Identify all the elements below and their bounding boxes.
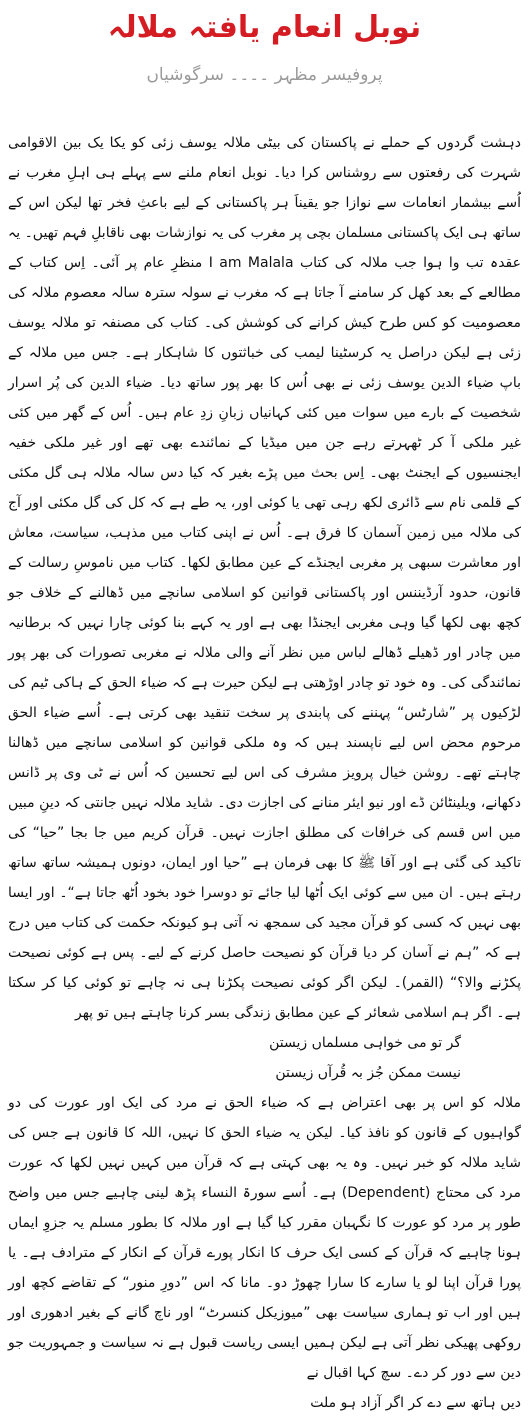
- couplet-line: گر تو می خواہی مسلماں زیستن: [269, 1035, 461, 1051]
- persian-couplet: [8, 1028, 521, 1088]
- couplet-line: نیست ممکن جُز بہ قُرآں زیستن: [275, 1065, 461, 1081]
- article-body: [3, 128, 521, 1418]
- paragraph: دہشت گردوں کے حملے نے پاکستان کی بیٹی ملالہ یوسف زئی کو یکا یک بین الاقوامی شہرت کی رفعتوں سے روشناس کرا دیا۔ نوبل انعام ملنے سے پہلے ہی اہلِ مغرب نے اُسے بیشمار انعامات سے نوازا جو یقیناََ ہر پاکستانی کے لیے باعثِ فخر تھا لیکن اس کے ساتھ ہی ایک پاکستانی مسلمان بچی پر مغرب کی یہ نوازشات بھی ناقابلِ فہم تھیں۔ یہ عقدہ تب وا ہوا جب ملالہ کی کتاب I am Malala منظرِ عام پر آئی۔ اِس کتاب کے مطالعے کے بعد کھل کر سامنے آ جاتا ہے کہ مغرب نے سولہ سترہ سالہ معصوم ملالہ کی معصومیت کو کس طرح کیش کرانے کی کوشش کی۔ کتاب کی مصنفہ تو ملالہ یوسف زئی ہے لیکن دراصل یہ کرسٹینا لیمب کی خباثتوں کا شاہکار ہے۔ جس میں ملالہ کے باپ ضیاء الدین یوسف زئی نے بھی اُس کا بھر پور ساتھ دیا۔ ضیاء الدین کی پُر اسرار شخصیت کے بارے میں سوات میں کئی کہانیاں زبانِ زدِ عام ہیں۔ اُس کے گھر میں کئی غیر ملکی آ کر ٹھہرتے رہے جن میں میڈیا کے نمائندے بھی تھے اور غیر ملکی خفیہ ایجنسیوں کے ایجنٹ بھی۔ اِس بحث میں پڑے بغیر کہ کیا دس سالہ ملالہ ہی گل مکئی کے قلمی نام سے ڈائری لکھ رہی تھی یا کوئی اور، یہ طے ہے کہ کل کی گل مکئی اور آج کی ملالہ میں زمین آسمان کا فرق ہے۔ اُس نے اپنی کتاب میں مذہب، سیاست، معاش اور معاشرت سبھی پر مغربی ایجنڈے کے عین مطابق لکھا۔ کتاب میں ناموسِ رسالت کے قانون، حدود آرڈیننس اور پاکستانی قوانین کو اسلامی سانچے میں ڈھالنے کے خلاف جو کچھ بھی لکھا گیا وہی مغربی ایجنڈا بھی ہے اور یہ کہے بنا کوئی چارا نہیں کہ برطانیہ میں چادر اور ڈھیلے ڈھالے لباس میں نظر آنے والی ملالہ نے مغربی تصورات کی بھر پور نمائندگی کی۔ وہ خود تو چادر اوڑھتی ہے لیکن حیرت ہے کہ ضیاء الحق کے ہاکی ٹیم کی لڑکیوں پر ”شارٹس“ پہننے کی پابندی پر سخت تنقید بھی کرتی ہے۔ اُسے ضیاء الحق مرحوم محض اس لیے ناپسند ہیں کہ وہ ملکی قوانین کو اسلامی سانچے میں ڈھالنا چاہتے تھے۔ روشن خیال پرویز مشرف کی اس لیے تحسین کہ اُس نے ٹی وی پر ڈانس دکھانے، ویلینٹائن ڈے اور نیو ایئر منانے کی اجازت دی۔ شاید ملالہ نہیں جانتی کہ دینِ مبیں میں اس قسم کی خرافات کی مطلق اجازت نہیں۔ قرآن کریم میں جا بجا ”حیا“ کی تاکید کی گئی ہے اور آقا ﷺ کا بھی فرمان ہے ”حیا اور ایمان، دونوں ہمیشہ ساتھ ساتھ رہتے ہیں۔ ان میں سے کوئی ایک اُٹھا لیا جائے تو دوسرا خود بخود اُٹھ جاتا ہے“۔ اور ایسا بھی نہیں کہ کسی کو قرآن مجید کی سمجھ نہ آتی ہو کیونکہ حکمت کی کتاب میں درج ہے کہ ”ہم نے آسان کر دیا قرآن کو نصیحت حاصل کرنے کے لیے۔ پس ہے کوئی نصیحت پکڑنے والا؟“ (القمر)۔ لیکن اگر کوئی نصیحت پکڑنا ہی نہ چاہے تو کوئی کیا کر سکتا ہے۔ اگر ہم اسلامی شعائر کے عین مطابق زندگی بسر کرنا چاہتے ہیں تو پھر: [3, 135, 521, 1021]
- article-title: نوبل انعام یافتہ ملالہ: [107, 10, 422, 45]
- author-byline: پروفیسر مظہر ۔۔۔۔ سرگوشیاں: [146, 65, 383, 85]
- closing-verse-line: دیں ہاتھ سے دے کر اگر آزاد ہو ملت: [310, 1395, 521, 1411]
- paragraph: ملالہ کو اس پر بھی اعتراض ہے کہ ضیاء الحق نے مرد کی ایک اور عورت کی دو گواہیوں کے قانون کو نافذ کیا۔ لیکن یہ ضیاء الحق کا نہیں، اللہ کا قانون ہے جس کی شاید ملالہ کو خبر نہیں۔ وہ یہ بھی کہتی ہے کہ قرآن میں کہیں نہیں لکھا کہ عورت مرد کی محتاج (Dependent) ہے۔ اُسے سورۃ النساء پڑھ لینی چاہیے جس میں واضح طور پر مرد کو عورت کا نگہبان مقرر کیا گیا ہے اور ملالہ کا بطور مسلم یہ جزوِ ایماں ہونا چاہیے کہ قرآن کے کسی ایک حرف کا انکار پورے قرآن کے انکار کے مترادف ہے۔ یا پورا قرآن اپنا لو یا سارے کا سارا چھوڑ دو۔ مانا کہ اس ”دورِ منور“ کے تقاضے کچھ اور ہیں اور اب تو ہماری سیاست بھی ”میوزیکل کنسرٹ“ اور ناچ گانے کے بغیر ادھوری اور روکھی پھیکی نظر آتی ہے لیکن ہمیں ایسی ریاست قبول ہے نہ سیاست و جمہوریت جو دین سے دور کر دے۔ سچ کہا اقبال نے: [3, 1095, 521, 1381]
